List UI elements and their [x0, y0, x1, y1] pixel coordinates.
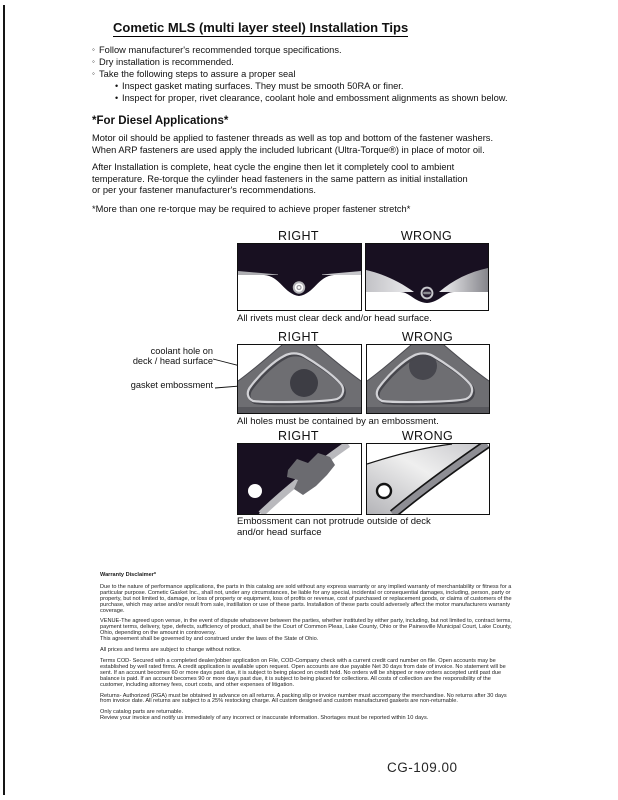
row2-caption: All holes must be contained by an embossment. — [237, 416, 439, 427]
rivet-wrong-illustration — [366, 244, 488, 310]
embossment-right-illustration — [238, 444, 361, 514]
list-item-text: Inspect gasket mating surfaces. They must be smooth 50RA or finer. — [122, 81, 404, 91]
legal-paragraph: Returns- Authorized (RGA) must be obtained in advance on all returns. A packing slip or invoice number must accompany the merchandise. No returns after 30 days from invoice date. All returns are subject to a 25% restocking charge. All custom designed and custom manufactured gaskets are non-returnable. — [100, 692, 507, 705]
legal-paragraph: Due to the nature of performance applications, the parts in this catalog are sold without any express warranty or any implied warranty of merchantability or fitness for a particular purpose. Cometic Gasket Inc., shall not, under any circumstances, be liable for any special, incidental or consequential damages, including, person, party or property, but not limited to, damage, or loss of property or equipment, loss of profits or revenue, cost of purchased or replacement goods, or claims of customers of the purchase, which may arise and/or result from sale, instillation or use of these parts. Installation of these parts could adversely affect the motor manufacturers warranty coverage. — [100, 583, 512, 614]
hole-wrong-illustration — [367, 345, 489, 413]
list-item-text: Dry installation is recommended. — [99, 57, 234, 67]
coolant-hole-label-line1: coolant hole on — [150, 346, 213, 356]
embossment-right-diagram — [237, 443, 362, 515]
open-bullet-icon: ◦ — [92, 57, 95, 66]
legal-paragraph: Terms COD- Secured with a completed dealer/jobber application on File, COD-Company check with a current credit card number on file. Open accounts may be established by well rated firms. A credit application is available upon request. Open accounts are due payable Net 30 days from date of invoice. No statement will be sent. If an account becomes 60 or more days past due, it is subject to being placed on credit hold. No orders will be shipped or new orders accepted until past due balance is paid. If an account becomes 90 or more days past due, it is subject to being placed for collections. All costs of collection are the responsibility of the customer, including attorney fees, court costs, and other expenses of litigation. — [100, 657, 506, 688]
diesel-paragraph-1 — [92, 133, 562, 156]
list-item-text: Follow manufacturer's recommended torque specifications. — [99, 45, 342, 55]
coolant-hole-label — [116, 346, 213, 366]
row1-caption: All rivets must clear deck and/or head surface. — [237, 313, 432, 324]
paragraph-line: or per your fastener manufacturer's recommendations. — [92, 185, 316, 196]
row3-caption-line2: and/or head surface — [237, 527, 322, 538]
right-label-row3: RIGHT — [278, 429, 319, 443]
page-title-text: Cometic MLS (multi layer steel) Installation Tips — [113, 20, 409, 35]
list-item — [115, 80, 562, 92]
paragraph-line: Motor oil should be applied to fastener threads as well as top and bottom of the fastener washers. — [92, 133, 494, 143]
wrong-label-row3: WRONG — [401, 429, 454, 443]
wrong-label-row1: WRONG — [400, 229, 453, 243]
legal-block — [100, 573, 514, 722]
rivet-right-illustration — [238, 244, 361, 310]
paragraph-line: After Installation is complete, heat cycle the engine then let it completely cool to ambient — [92, 162, 455, 172]
list-item — [92, 56, 562, 68]
diesel-note — [92, 204, 562, 216]
legal-paragraph: VENUE-The agreed upon venue, in the event of dispute whatsoever between the parties, whether instituted by either party, including, but not limited to, contract terms, payment terms, delivery, type, defects, sufficiency of product, shall be the Court of Common Pleas, Lake County, Ohio or the Painesville Municipal Court, Lake County, Ohio, depending on the amount in controversy. — [100, 618, 512, 637]
installation-tips-list — [92, 44, 562, 104]
page-title — [113, 20, 408, 35]
filled-bullet-icon: • — [115, 93, 119, 103]
open-bullet-icon: ◦ — [92, 69, 95, 78]
paragraph-line: *More than one re-torque may be required to achieve proper fastener stretch* — [92, 204, 411, 214]
row3-caption-line1: Embossment can not protrude outside of deck — [237, 516, 431, 527]
embossment-wrong-diagram — [366, 443, 490, 515]
list-item-text: Inspect for proper, rivet clearance, coolant hole and embossment alignments as shown below. — [122, 93, 508, 103]
legal-paragraph: This agreement shall be governed by and construed under the laws of the State of Ohio. — [100, 636, 319, 643]
warranty-disclaimer-heading: Warranty Disclaimer* — [100, 572, 157, 578]
page-code: CG-109.00 — [387, 760, 458, 775]
gasket-embossment-label: gasket embossment — [130, 380, 213, 390]
list-item-text: Take the following steps to assure a proper seal — [99, 69, 296, 79]
legal-paragraph: Only catalog parts are returnable. — [100, 709, 184, 716]
wrong-label-row2: WRONG — [401, 330, 454, 344]
diesel-paragraph-2 — [92, 162, 562, 197]
hole-wrong-diagram — [366, 344, 490, 414]
diesel-applications-heading: *For Diesel Applications* — [92, 115, 229, 127]
list-item — [115, 92, 562, 104]
rivet-right-diagram — [237, 243, 362, 311]
coolant-hole-label-line2: deck / head surface — [132, 356, 213, 366]
right-label-row1: RIGHT — [278, 229, 319, 243]
legal-paragraph: Review your invoice and notify us immediately of any incorrect or inaccurate information. Shortages must be reported within 10 days. — [100, 715, 429, 722]
row3-caption — [237, 516, 431, 538]
left-margin-rule — [3, 5, 5, 795]
list-item — [92, 44, 562, 56]
filled-bullet-icon: • — [115, 81, 119, 91]
paragraph-line: When ARP fasteners are used apply the included lubricant (Ultra-Torque®) in place of motor oil. — [92, 144, 485, 155]
paragraph-line: temperature. Re-torque the cylinder head fasteners in the same pattern as initial installation — [92, 173, 468, 184]
list-item — [92, 68, 562, 80]
embossment-wrong-illustration — [367, 444, 489, 514]
hole-right-illustration — [238, 345, 361, 413]
legal-paragraph: All prices and terms are subject to change without notice. — [100, 647, 242, 654]
right-label-row2: RIGHT — [278, 330, 319, 344]
hole-right-diagram — [237, 344, 362, 414]
open-bullet-icon: ◦ — [92, 45, 95, 54]
rivet-wrong-diagram — [365, 243, 489, 311]
